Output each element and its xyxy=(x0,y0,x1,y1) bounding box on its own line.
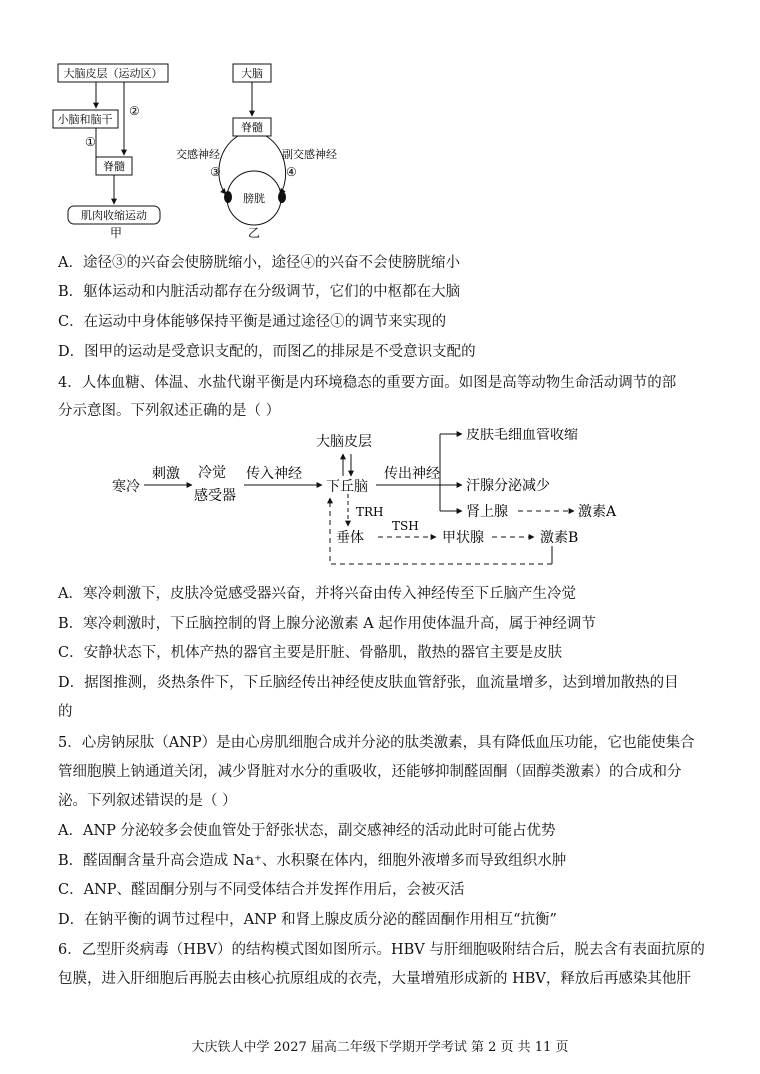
thyroid-label: 甲状腺 xyxy=(442,530,484,546)
spinal-label-yi: 脊髓 xyxy=(241,121,263,134)
q4-option-a: A．寒冷刺激下，皮肤冷觉感受器兴奋，并将兴奋由传入神经传至下丘脑产生冷觉 xyxy=(58,586,576,602)
q4-option-d-cont: 的 xyxy=(58,704,73,720)
trh-label: TRH xyxy=(356,505,384,519)
skin-effect-label: 皮肤毛细血管收缩 xyxy=(466,428,578,443)
q4-option-c: C．安静状态下，机体产热的器官主要是肝脏、骨骼肌，散热的器官主要是皮肤 xyxy=(58,645,563,661)
parasympathetic-label: 副交感神经 xyxy=(282,148,337,161)
q3-option-b: B．躯体运动和内脏活动都存在分级调节，它们的中枢都在大脑 xyxy=(58,284,461,300)
figure-thermoregulation xyxy=(0,428,760,578)
adrenal-label: 肾上腺 xyxy=(466,504,508,520)
cortex-label: 大脑皮层 xyxy=(316,434,372,450)
q4-stem-line2: 分示意图。下列叙述正确的是（ ） xyxy=(58,403,281,419)
q4-option-d: D．据图推测，炎热条件下，下丘脑经传出神经使皮肤血管舒张，血流量增多，达到增加散热的目 xyxy=(58,675,679,691)
q4-option-b: B．寒冷刺激时，下丘脑控制的肾上腺分泌激素 A 起作用使体温升高，属于神经调节 xyxy=(58,616,596,632)
tsh-label: TSH xyxy=(392,519,419,533)
q3-option-d: D．图甲的运动是受意识支配的，而图乙的排尿是不受意识支配的 xyxy=(58,344,476,360)
brain-label: 大脑 xyxy=(241,67,263,80)
stimulus-label: 刺激 xyxy=(152,466,180,482)
efferent-label: 传出神经 xyxy=(384,466,440,482)
cerebellum-label: 小脑和脑干 xyxy=(57,113,113,126)
muscle-label: 肌肉收缩运动 xyxy=(81,209,147,222)
caption-jia: 甲 xyxy=(110,226,123,240)
path-4-label: ④ xyxy=(286,165,297,179)
q5-option-c: C．ANP、醛固酮分别与不同受体结合并发挥作用后，会被灭活 xyxy=(58,882,465,898)
caption-yi: 乙 xyxy=(248,226,261,240)
sympathetic-label: 交感神经 xyxy=(176,148,220,161)
spinal-label-jia: 脊髓 xyxy=(103,160,125,173)
hormone-b-label: 激素B xyxy=(540,530,579,546)
q4-stem-line1: 4．人体血糖、体温、水盐代谢平衡是内环境稳态的重要方面。如图是高等动物生命活动调节的部 xyxy=(58,375,677,391)
q5-option-b: B．醛固酮含量升高会造成 Na⁺、水积聚在体内，细胞外液增多而导致组织水肿 xyxy=(58,853,567,869)
diagram-jia xyxy=(53,64,168,240)
q5-stem-line2: 管细胞膜上钠通道关闭，减少肾脏对水分的重吸收，还能够抑制醛固酮（固醇类激素）的合成和分 xyxy=(58,764,682,780)
cold-label: 寒冷 xyxy=(112,479,140,495)
q5-stem-line3: 泌。下列叙述错误的是（ ） xyxy=(58,793,237,809)
sweat-effect-label: 汗腺分泌减少 xyxy=(466,478,550,494)
hormone-a-label: 激素A xyxy=(578,504,617,520)
q5-option-a: A．ANP 分泌较多会使血管处于舒张状态，副交感神经的活动此时可能占优势 xyxy=(58,823,556,839)
path-1-label: ① xyxy=(85,135,96,149)
q6-stem-line1: 6．乙型肝炎病毒（HBV）的结构模式图如图所示。HBV 与肝细胞吸附结合后，脱去含有表面抗原的 xyxy=(58,942,705,958)
q6-stem-line2: 包膜，进入肝细胞后再脱去由核心抗原组成的衣壳，大量增殖形成新的 HBV，释放后再感染其他肝 xyxy=(58,971,691,987)
page-footer: 大庆铁人中学 2027 届高二年级下学期开学考试 第 2 页 共 11 页 xyxy=(191,1040,569,1055)
hypothalamus-label: 下丘脑 xyxy=(326,479,368,495)
diagram-yi xyxy=(176,64,337,240)
pituitary-label: 垂体 xyxy=(336,530,364,546)
cortex-motor-label: 大脑皮层（运动区） xyxy=(63,67,163,80)
path-2-label: ② xyxy=(129,104,140,118)
afferent-label: 传入神经 xyxy=(246,466,302,482)
q5-stem-line1: 5．心房钠尿肽（ANP）是由心房肌细胞合成并分泌的肽类激素，具有降低血压功能，它也能使集合 xyxy=(58,735,695,751)
receptor-label-2: 感受器 xyxy=(194,488,236,504)
q3-option-a: A．途径③的兴奋会使膀胱缩小，途径④的兴奋不会使膀胱缩小 xyxy=(58,255,460,271)
figure-nervous-regulation xyxy=(0,0,760,240)
bladder-label: 膀胱 xyxy=(243,192,265,205)
q3-option-c: C．在运动中身体能够保持平衡是通过途径①的调节来实现的 xyxy=(58,314,447,330)
path-3-label: ③ xyxy=(210,165,221,179)
q5-option-d: D．在钠平衡的调节过程中，ANP 和肾上腺皮质分泌的醛固酮作用相互“抗衡” xyxy=(58,912,557,928)
receptor-label-1: 冷觉 xyxy=(198,465,226,481)
